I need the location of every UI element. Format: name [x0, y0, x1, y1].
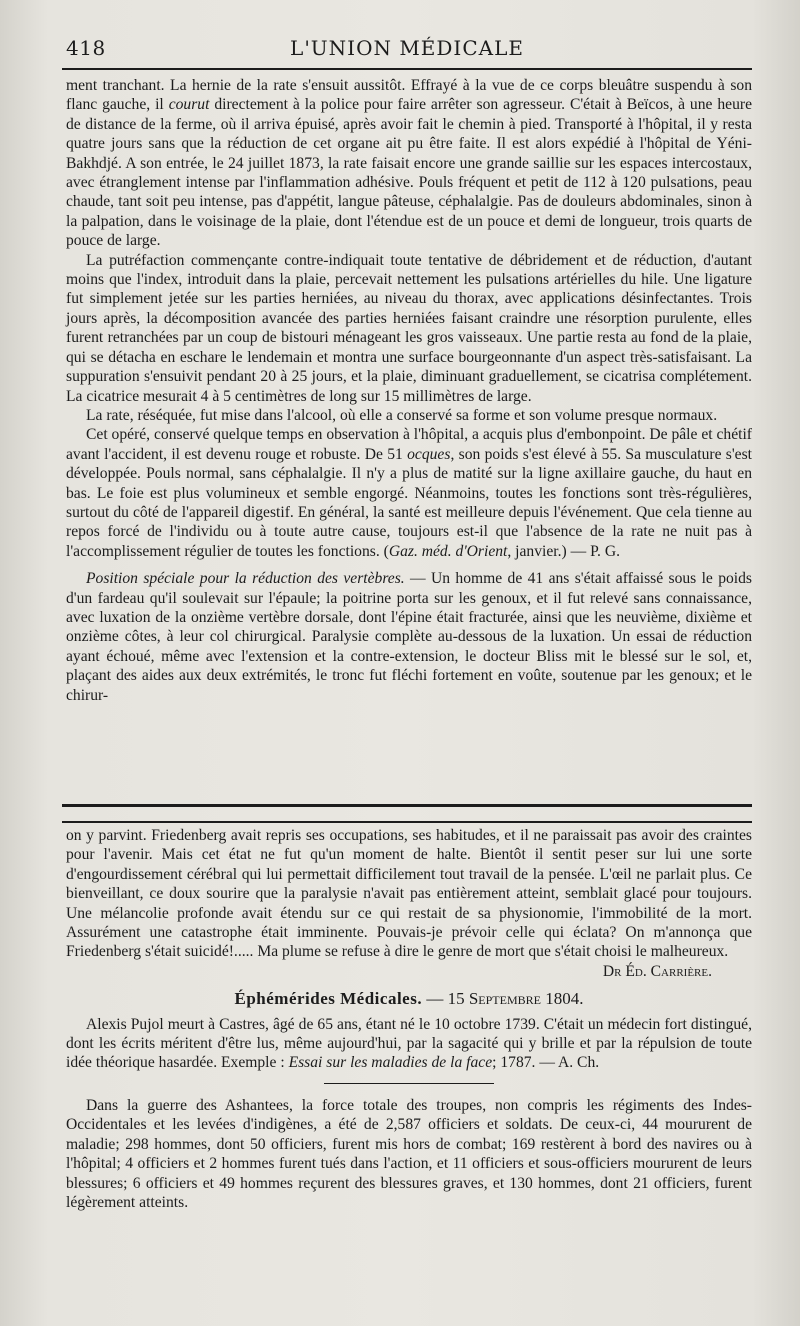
paragraph: La putréfaction commençante contre-indiquait toute tentative de débridement et de réduction, d'autant moins que l'index, introduit dans la plaie, percevait nettement les pulsations artérielles du hile. Une ligature fut simplement jetée sur les parties herniées, au niveau du thorax, avec applications désinfectantes. Trois jours après, la décomposition avancée des parties herniées faisant craindre une résorption purulente, elles furent retranchées par un coup de bistouri ménageant les gros vaisseaux. Une partie resta au fond de la plaie, qui se détacha en eschare le lendemain et montra une surface bourgeonnante d'un aspect très-satisfaisant. La suppuration s'ensuivit pendant 20 à 25 jours, et la plaie, diminuant graduellement, se cicatrisa complétement. La cicatrice mesurait 4 à 5 centimètres de long sur 15 millimètres de large.: [66, 251, 752, 405]
paragraph: ment tranchant. La hernie de la rate s'ensuit aussitôt. Effrayé à la vue de ce corps bleuâtre suspendu à son flanc gauche, il courut directement à la police pour faire arrêter son agresseur. C'était à Beïcos, à une heure de distance de la ferme, où il arriva épuisé, après avoir fait le chemin à pied. Transporté à l'hôpital, il y resta quatre jours sans que la réduction de cet organe ait pu être faite. Il est alors expédié à l'hôpital de Yéni-Bakhdjé. A son entrée, le 24 juillet 1873, la rate faisait encore une grande saillie sur les espaces intercostaux, avec étranglement intense par l'inflammation adhésive. Pouls fréquent et petit de 112 à 120 pulsations, peau chaude, tant soit peu intense, pas d'appétit, langue pâteuse, céphalalgie. Pas de douleurs abdominales, sinon à la palpation, dans le voisinage de la plaie, dont l'étendue est de un pouce et demi de longueur, trois quarts de pouce de large.: [66, 77, 752, 250]
paragraph: Dans la guerre des Ashantees, la force totale des troupes, non compris les régiments des Indes-Occidentales et les levées d'indigènes, a été de 2,587 officiers et soldats. De ceux-ci, 44 moururent de maladie; 298 hommes, dont 50 officiers, furent mis hors de combat; 169 restèrent à bord des navires ou à l'hôpital; 4 officiers et 2 hommes furent tués dans l'action, et 11 officiers et sous-officiers moururent de leurs blessures; 6 officiers et 49 hommes reçurent des blessures graves, et 130 hommes, dont 21 officiers, furent légèrement atteints.: [66, 1096, 752, 1211]
header-rule: [62, 68, 752, 70]
section-rule-bottom: [62, 821, 752, 823]
section-rule-top: [62, 804, 752, 807]
running-title: L'UNION MÉDICALE: [290, 36, 524, 60]
paragraph: La rate, réséquée, fut mise dans l'alcool, où elle a conservé sa forme et son volume presque normaux.: [86, 406, 718, 424]
article-upper: [66, 76, 752, 705]
paragraph: on y parvint. Friedenberg avait repris ses occupations, ses habitudes, et il ne paraissait pas avoir des craintes pour l'avenir. Mais cet état ne fut qu'un moment de halte. Bientôt il sentit peser sur lui une sorte d'engourdissement cérébral qui lui permettait difficilement tout travail de la pensée. L'œil ne parlait plus. Ce bienveillant, ce doux sourire que la paralysie n'avait pas entièrement atteint, semblait glacé pour toujours. Une mélancolie profonde avait étendu sur ce qui restait de sa physionomie, l'immobilité de la mort. Assurément une catastrophe était imminente. Pouvais-je prévoir celle qui éclata? On m'annonça que Friedenberg s'était suicidé!..... Ma plume se refuse à dire le genre de mort que s'était choisi le malheureux.: [66, 827, 752, 961]
paragraph: Position spéciale pour la réduction des vertèbres. — Un homme de 41 ans s'était affaissé sous le poids d'un fardeau qu'il soulevait sur l'épaule; la poitrine porta sur les genoux, et il fut relevé sans connaissance, avec luxation de la onzième vertèbre dorsale, dont l'épine était fracturée, ainsi que les neuvième, dixième et onzième côtes, à leur col chirurgical. Paralysie complète au-dessous de la luxation. Un essai de réduction ayant échoué, même avec l'extension et la contre-extension, le docteur Bliss mit le blessé sur le sol, et, plaçant des aides aux deux extrémités, le tronc fut fléchi fortement en voûte, soutenue par les genoux; et le chirur-: [66, 570, 752, 704]
short-divider: [324, 1083, 494, 1084]
page-header: [62, 28, 752, 62]
page-number: 418: [66, 36, 106, 60]
article-lower: [66, 826, 752, 1212]
signature: Dr Éd. Carrière.: [602, 962, 712, 980]
paragraph: Alexis Pujol meurt à Castres, âgé de 65 ans, étant né le 10 octobre 1739. C'était un médecin fort distingué, dont les écrits méritent d'être lus, même aujourd'hui, par la sagacité qui y brille et par la répulsion de toute idée théorique hasardée. Exemple : Essai sur les maladies de la face; 1787. — A. Ch.: [66, 1015, 752, 1072]
paragraph: Cet opéré, conservé quelque temps en observation à l'hôpital, a acquis plus d'embonpoint. De pâle et chétif avant l'accident, il est devenu rouge et robuste. De 51 ocques, son poids s'est élevé à 55. Sa musculature s'est développée. Pouls normal, sans céphalalgie. Il n'y a plus de matité sur la ligne axillaire gauche, du haut en bas. Le foie est plus volumineux et semble engorgé. Néanmoins, toutes les fonctions sont très-régulières, surtout du côté de l'appareil digestif. En général, la santé est meilleure depuis l'événement. Que cela tienne au repos forcé de l'individu ou à toute autre cause, toujours est-il que l'absence de la rate ne nuit pas à l'accomplissement régulier de toutes les fonctions. (Gaz. méd. d'Orient, janvier.) — P. G.: [66, 426, 752, 560]
ephemerides-heading: Éphémérides Médicales. — 15 Septembre 1804.: [234, 989, 584, 1009]
